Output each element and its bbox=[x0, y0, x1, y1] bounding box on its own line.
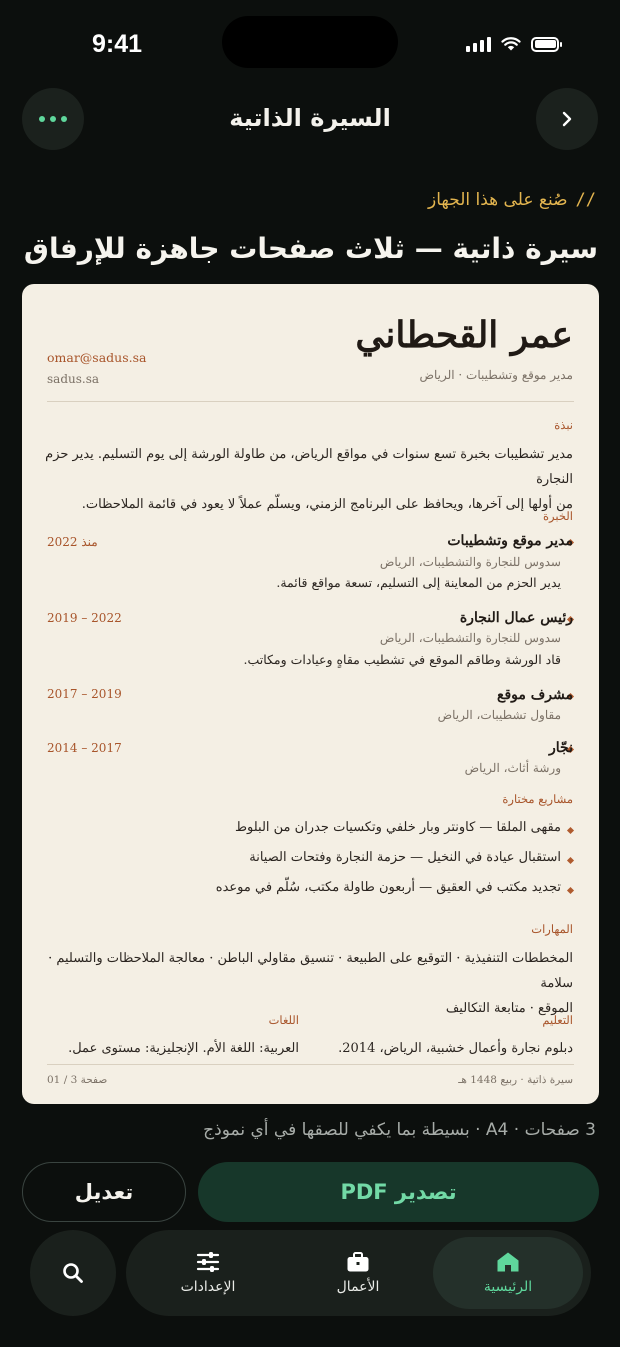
job-desc: قاد الورشة وطاقم الموقع في تشطيب مقاهٍ وعيادات ومكاتب. bbox=[243, 652, 561, 667]
job-title: نجّار bbox=[549, 740, 573, 756]
resume-divider bbox=[47, 401, 574, 402]
headline: سيرة ذاتية — ثلاث صفحات جاهزة للإرفاق bbox=[23, 232, 598, 265]
wifi-icon bbox=[501, 37, 521, 51]
tab-label: الأعمال bbox=[336, 1279, 380, 1295]
job-org: مقاول تشطيبات، الرياض bbox=[437, 708, 561, 722]
edit-button[interactable]: تعديل bbox=[22, 1162, 186, 1222]
education-text: دبلوم نجارة وأعمال خشبية، الرياض، 2014. bbox=[338, 1041, 573, 1056]
search-icon bbox=[61, 1261, 85, 1285]
briefcase-icon bbox=[346, 1251, 370, 1273]
more-options-button[interactable] bbox=[22, 88, 84, 150]
dynamic-island bbox=[222, 16, 398, 68]
summary-line: مدير تشطيبات بخبرة تسع سنوات في مواقع الرياض، من طاولة الورشة إلى يوم التسليم. يدير حزم النجارة bbox=[45, 447, 573, 487]
export-pdf-button[interactable]: تصدير PDF bbox=[198, 1162, 599, 1222]
job-org: سدوس للنجارة والتشطيبات، الرياض bbox=[379, 555, 561, 569]
resume-email: omar@sadus.sa bbox=[47, 350, 147, 365]
education-heading: التعليم bbox=[542, 1013, 573, 1027]
tab-label: الرئيسية bbox=[483, 1279, 533, 1295]
battery-icon bbox=[531, 37, 559, 52]
summary-text bbox=[43, 442, 573, 517]
resume-role: مدير موقع وتشطيبات · الرياض bbox=[419, 368, 573, 382]
skills-text bbox=[43, 946, 573, 1021]
eyebrow-slashes: // bbox=[575, 190, 596, 210]
job-title: مدير موقع وتشطيبات bbox=[447, 533, 573, 549]
status-bar bbox=[0, 0, 620, 90]
job-title: مشرف موقع bbox=[497, 687, 573, 703]
projects-heading: مشاريع مختارة bbox=[502, 792, 573, 806]
resume-website: sadus.sa bbox=[47, 372, 100, 386]
search-button[interactable] bbox=[30, 1230, 116, 1316]
job-title: رئيس عمال النجارة bbox=[459, 610, 573, 626]
resume-preview[interactable] bbox=[22, 284, 599, 1104]
footer-divider bbox=[47, 1064, 574, 1065]
languages-heading: اللغات bbox=[268, 1013, 299, 1027]
project-bullet bbox=[567, 887, 574, 894]
sliders-icon bbox=[196, 1251, 220, 1273]
job-date: 2019 – 2022 bbox=[47, 611, 122, 625]
summary-line: من أولها إلى آخرها، ويحافظ على البرنامج الزمني، ويسلّم عملاً لا يعود في قائمة الملاحظات. bbox=[81, 497, 573, 512]
project-item: مقهى الملقا — كاونتر وبار خلفي وتكسيات جدران من البلوط bbox=[234, 820, 561, 835]
eyebrow bbox=[428, 190, 596, 210]
job-date: منذ 2022 bbox=[47, 535, 98, 549]
project-bullet bbox=[567, 827, 574, 834]
skills-line: المخططات التنفيذية · التوقيع على الطبيعة · تنسيق مقاولي الباطن · معالجة الملاحظات والتسليم · سلامة bbox=[48, 951, 573, 991]
job-org: سدوس للنجارة والتشطيبات، الرياض bbox=[379, 631, 561, 645]
page-title: السيرة الذاتية bbox=[229, 104, 391, 132]
chevron-right-icon bbox=[557, 109, 577, 129]
tab-works[interactable] bbox=[283, 1237, 433, 1309]
project-bullet bbox=[567, 857, 574, 864]
project-item: تجديد مكتب في العقيق — أربعون طاولة مكتب، سُلّم في موعده bbox=[215, 880, 561, 895]
job-date: 2017 – 2019 bbox=[47, 687, 122, 701]
resume-page-number: صفحة 3 / 01 bbox=[47, 1074, 108, 1086]
tab-settings[interactable] bbox=[133, 1237, 283, 1309]
status-time: 9:41 bbox=[92, 30, 143, 58]
job-desc: يدير الحزم من المعاينة إلى التسليم، تسعة مواقع قائمة. bbox=[276, 575, 561, 590]
back-button[interactable] bbox=[536, 88, 598, 150]
status-icons bbox=[466, 36, 559, 52]
resume-name: عمر القحطاني bbox=[355, 314, 573, 356]
job-org: ورشة أثاث، الرياض bbox=[464, 761, 561, 775]
languages-text: العربية: اللغة الأم. الإنجليزية: مستوى عمل. bbox=[68, 1041, 299, 1056]
tab-bar bbox=[126, 1230, 591, 1316]
job-date: 2014 – 2017 bbox=[47, 741, 122, 755]
more-dots-icon bbox=[39, 116, 67, 122]
home-icon bbox=[496, 1251, 520, 1273]
project-item: استقبال عيادة في النخيل — حزمة النجارة وفتحات الصيانة bbox=[249, 850, 561, 865]
tab-label: الإعدادات bbox=[180, 1279, 236, 1295]
experience-heading: الخبرة bbox=[543, 509, 573, 523]
tab-home[interactable] bbox=[433, 1237, 583, 1309]
skills-heading: المهارات bbox=[531, 922, 573, 936]
document-meta: 3 صفحات · A4 · بسيطة بما يكفي للصقها في أي نموذج bbox=[203, 1120, 596, 1140]
eyebrow-text: صُنع على هذا الجهاز bbox=[428, 190, 568, 210]
resume-footer-title: سيرة ذاتية · ربيع 1448 هـ bbox=[458, 1074, 573, 1086]
summary-heading: نبذة bbox=[554, 418, 573, 432]
signal-icon bbox=[466, 36, 491, 52]
skills-line: الموقع · متابعة التكاليف bbox=[445, 1001, 573, 1016]
